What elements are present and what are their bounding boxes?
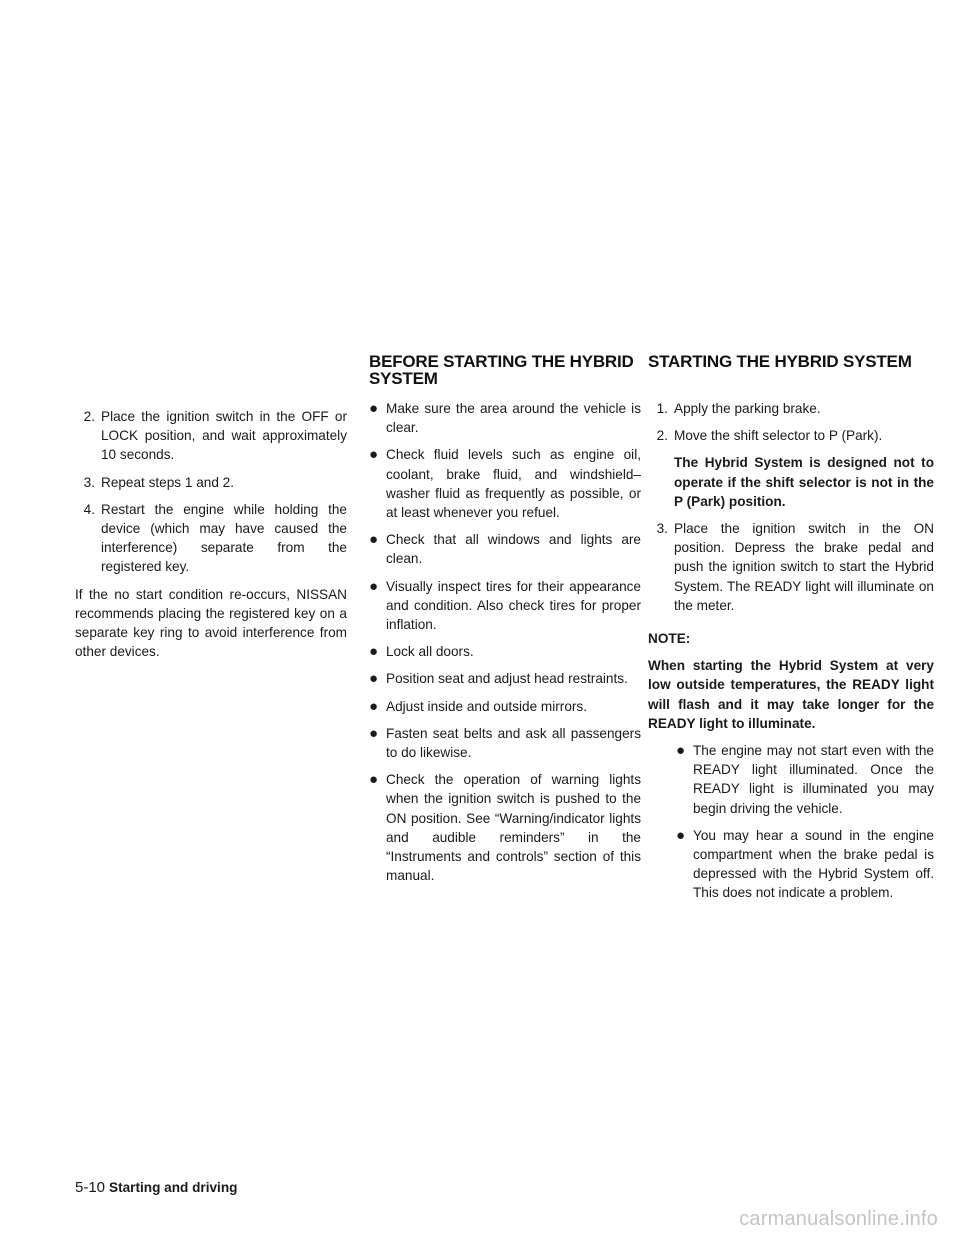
interference-paragraph: If the no start condition re-occurs, NISSAN recommends placing the registered key on a separate key ring to avoid interference from other devices.: [75, 586, 347, 660]
step-number: 3.: [83, 474, 95, 490]
watermark: carmanualsonline.info: [739, 1208, 938, 1230]
bullet-text: Check the operation of warning lights when the ignition switch is pushed to the ON position. See “Warning/indicator lights and audible reminders” in the “Instruments and controls” section of this manual.: [386, 772, 641, 884]
note-bullets: [648, 741, 934, 903]
step-text: Restart the engine while holding the device (which may have caused the interference) separate from the registered key.: [101, 501, 347, 575]
bullet-icon: ●: [369, 771, 379, 789]
bullet-icon: ●: [369, 724, 379, 742]
column-middle: [369, 353, 641, 893]
column-right: [648, 353, 934, 911]
restart-steps-list: [75, 407, 347, 577]
list-item: [369, 577, 641, 635]
column-left: [75, 407, 347, 669]
list-item: [75, 407, 347, 465]
bullet-icon: ●: [369, 577, 379, 595]
section-name: Starting and driving: [109, 1180, 238, 1195]
step-number: 2.: [656, 428, 668, 444]
checklist: [369, 399, 641, 885]
list-item: [369, 724, 641, 762]
park-warning: The Hybrid System is designed not to operate if the shift selector is not in the P (Park) position.: [674, 455, 934, 509]
list-item: [676, 826, 934, 903]
step-number: 1.: [656, 401, 668, 416]
bullet-text: The engine may not start even with the READY light illuminated. Once the READY light is illuminated you may begin driving the vehicle.: [693, 743, 934, 816]
section-heading-before-starting: BEFORE STARTING THE HYBRID SYSTEM: [369, 352, 634, 388]
bullet-text: Position seat and adjust head restraints.: [386, 671, 628, 687]
step-text: Apply the parking brake.: [674, 401, 821, 416]
note-text: When starting the Hybrid System at very low outside temperatures, the READY light will flash and it may take longer for the READY light to illuminate.: [648, 658, 934, 731]
list-item: [648, 426, 934, 445]
step-text: Repeat steps 1 and 2.: [101, 474, 235, 490]
step-number: 2.: [83, 409, 95, 424]
list-item: [648, 519, 934, 615]
step-number: 4.: [83, 501, 95, 517]
bullet-text: Lock all doors.: [386, 644, 474, 660]
bullet-icon: ●: [369, 643, 379, 661]
list-item: [676, 741, 934, 818]
note-label: NOTE:: [648, 631, 691, 647]
list-item: [369, 445, 641, 522]
page-footer: [75, 1178, 237, 1197]
step-text: Move the shift selector to P (Park).: [674, 428, 883, 444]
bullet-icon: ●: [369, 531, 379, 549]
step-number: 3.: [656, 521, 668, 537]
bullet-icon: ●: [676, 742, 686, 760]
bullet-icon: ●: [369, 400, 379, 417]
bullet-text: Adjust inside and outside mirrors.: [386, 698, 587, 714]
bullet-icon: ●: [369, 697, 379, 715]
list-item: [75, 473, 347, 492]
list-item: [369, 697, 641, 716]
bullet-icon: ●: [369, 446, 379, 464]
list-item: [369, 669, 641, 688]
list-item: [75, 500, 347, 577]
bullet-icon: ●: [676, 826, 686, 844]
bullet-text: Check that all windows and lights are clean.: [386, 532, 641, 567]
step-text: Place the ignition switch in the ON position. Depress the brake pedal and push the ignition switch to start the Hybrid System. The READY light will illuminate on the meter.: [674, 521, 934, 613]
bullet-text: Check fluid levels such as engine oil, coolant, brake fluid, and windshield–washer fluid as frequently as possible, or at least whenever you refuel.: [386, 447, 641, 521]
bullet-icon: ●: [369, 670, 379, 688]
list-item: [369, 770, 641, 885]
bullet-text: Visually inspect tires for their appearance and condition. Also check tires for proper inflation.: [386, 578, 641, 633]
bullet-text: You may hear a sound in the engine compartment when the brake pedal is depressed with the Hybrid System off. This does not indicate a problem.: [693, 827, 934, 901]
list-item: [369, 399, 641, 437]
list-item: [369, 530, 641, 568]
section-heading-starting: STARTING THE HYBRID SYSTEM: [648, 352, 912, 371]
step-text: Place the ignition switch in the OFF or LOCK position, and wait approximately 10 seconds.: [101, 409, 347, 463]
bullet-text: Fasten seat belts and ask all passengers to do likewise.: [386, 725, 641, 761]
list-item: [648, 399, 934, 418]
bullet-text: Make sure the area around the vehicle is clear.: [386, 401, 641, 436]
page-number: 5-10: [75, 1179, 106, 1196]
list-item: [369, 642, 641, 661]
